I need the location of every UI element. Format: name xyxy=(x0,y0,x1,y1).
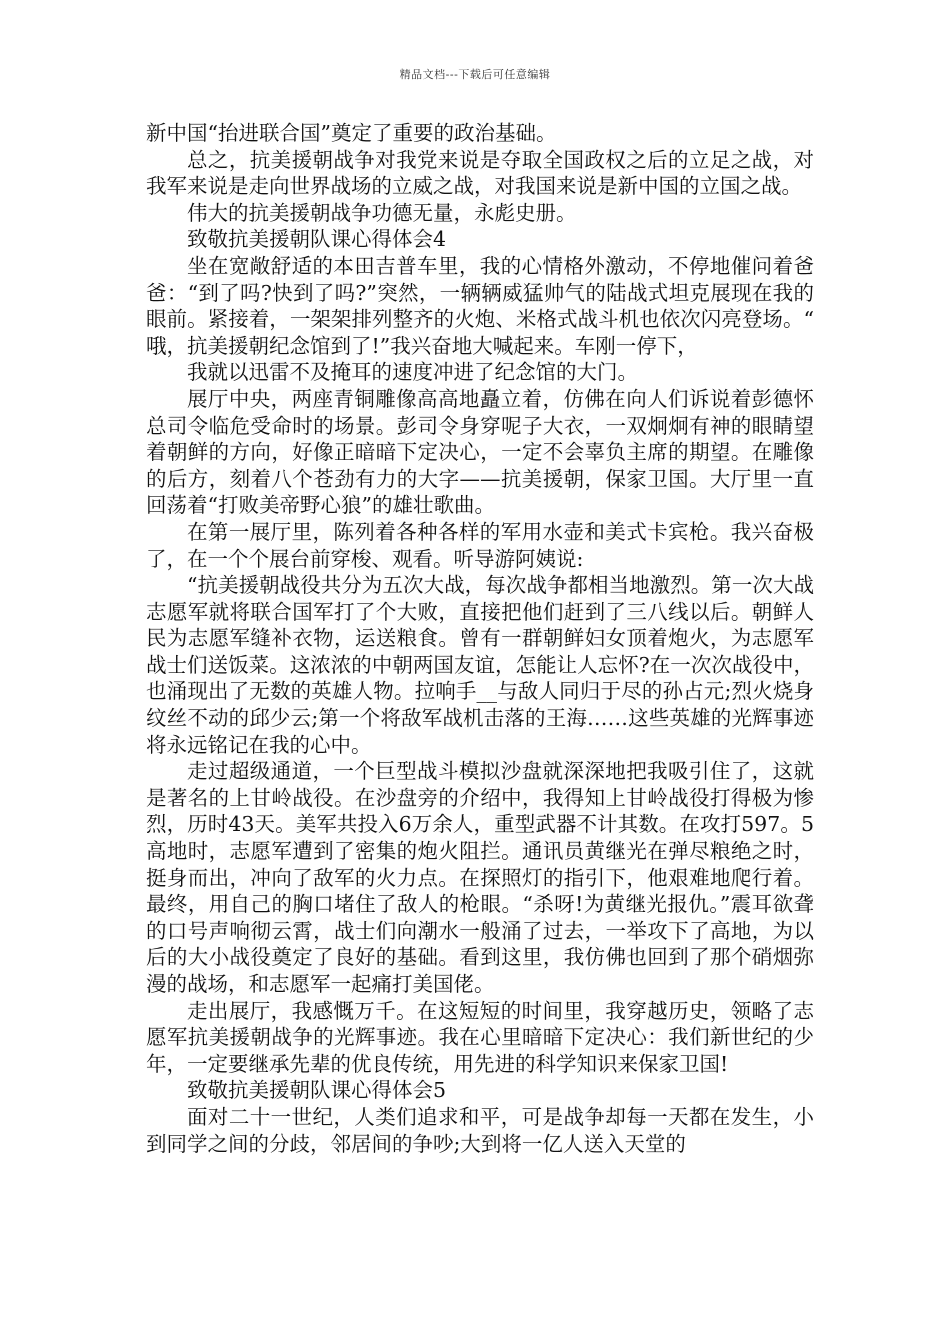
section-heading: 致敬抗美援朝队课心得体会5 xyxy=(187,1078,447,1103)
paragraph: 在第一展厅里，陈列着各种各样的军用水壶和美式卡宾枪。我兴奋极了，在一个个展台前穿梭、观看。听导游阿姨说: xyxy=(146,519,814,571)
document-body xyxy=(146,120,814,1157)
paragraph: 展厅中央，两座青铜雕像高高地矗立着，仿佛在向人们诉说着彭德怀总司令临危受命时的场景。彭司令身穿呢子大衣，一双炯炯有神的眼睛望着朝鲜的方向，好像正暗暗下定决心，一定不会辜负主席的期望。在雕像的后方，刻着八个苍劲有力的大字——抗美援朝，保家卫国。大厅里一直回荡着“打败美帝野心狼”的雄壮歌曲。 xyxy=(146,386,814,518)
paragraph: 新中国“抬进联合国”奠定了重要的政治基础。 xyxy=(146,121,557,145)
paragraph: “抗美援朝战役共分为五次大战，每次战争都相当地激烈。第一次大战志愿军就将联合国军打了个大败，直接把他们赶到了三八线以后。朝鲜人民为志愿军缝补衣物，运送粮食。曾有一群朝鲜妇女顶着炮火，为志愿军战士们送饭菜。这浓浓的中朝两国友谊，怎能让人忘怀?在一次次战役中，也涌现出了无数的英雄人物。拉响手__与敌人同归于尽的孙占元;烈火烧身纹丝不动的邱少云;第一个将敌军战机击落的王海……这些英雄的光辉事迹将永远铭记在我的心中。 xyxy=(146,573,814,757)
paragraph: 走出展厅，我感慨万千。在这短短的时间里，我穿越历史，领略了志愿军抗美援朝战争的光辉事迹。我在心里暗暗下定决心：我们新世纪的少年，一定要继承先辈的优良传统，用先进的科学知识来保家卫国! xyxy=(146,998,814,1076)
paragraph: 坐在宽敞舒适的本田吉普车里，我的心情格外激动，不停地催问着爸爸：“到了吗?快到了吗?”突然，一辆辆威猛帅气的陆战式坦克展现在我的眼前。紧接着，一架架排列整齐的火炮、米格式战斗机也依次闪亮登场。“哦，抗美援朝纪念馆到了!”我兴奋地大喊起来。车刚一停下， xyxy=(146,253,814,358)
page-header: 精品文档---下载后可任意编辑 xyxy=(399,68,551,81)
paragraph: 总之，抗美援朝战争对我党来说是夺取全国政权之后的立足之战，对我军来说是走向世界战场的立威之战，对我国来说是新中国的立国之战。 xyxy=(146,147,814,199)
paragraph: 走过超级通道，一个巨型战斗模拟沙盘就深深地把我吸引住了，这就是著名的上甘岭战役。在沙盘旁的介绍中，我得知上甘岭战役打得极为惨烈，历时43天。美军共投入6万余人，重型武器不计其数。在攻打597。5高地时，志愿军遭到了密集的炮火阻拦。通讯员黄继光在弹尽粮绝之时，挺身而出，冲向了敌军的火力点。在探照灯的指引下，他艰难地爬行着。最终，用自己的胸口堵住了敌人的枪眼。“杀呀!为黄继光报仇。”震耳欲聋的口号声响彻云霄，战士们向潮水一般涌了过去，一举攻下了高地，为以后的大小战役奠定了良好的基础。看到这里，我仿佛也回到了那个硝烟弥漫的战场，和志愿军一起痛打美国佬。 xyxy=(146,759,814,996)
paragraph: 伟大的抗美援朝战争功德无量，永彪史册。 xyxy=(187,200,577,225)
section-heading: 致敬抗美援朝队课心得体会4 xyxy=(187,227,447,252)
paragraph: 我就以迅雷不及掩耳的速度冲进了纪念馆的大门。 xyxy=(187,360,638,385)
paragraph: 面对二十一世纪，人类们追求和平，可是战争却每一天都在发生，小到同学之间的分歧，邻居间的争吵;大到将一亿人送入天堂的 xyxy=(146,1104,814,1156)
